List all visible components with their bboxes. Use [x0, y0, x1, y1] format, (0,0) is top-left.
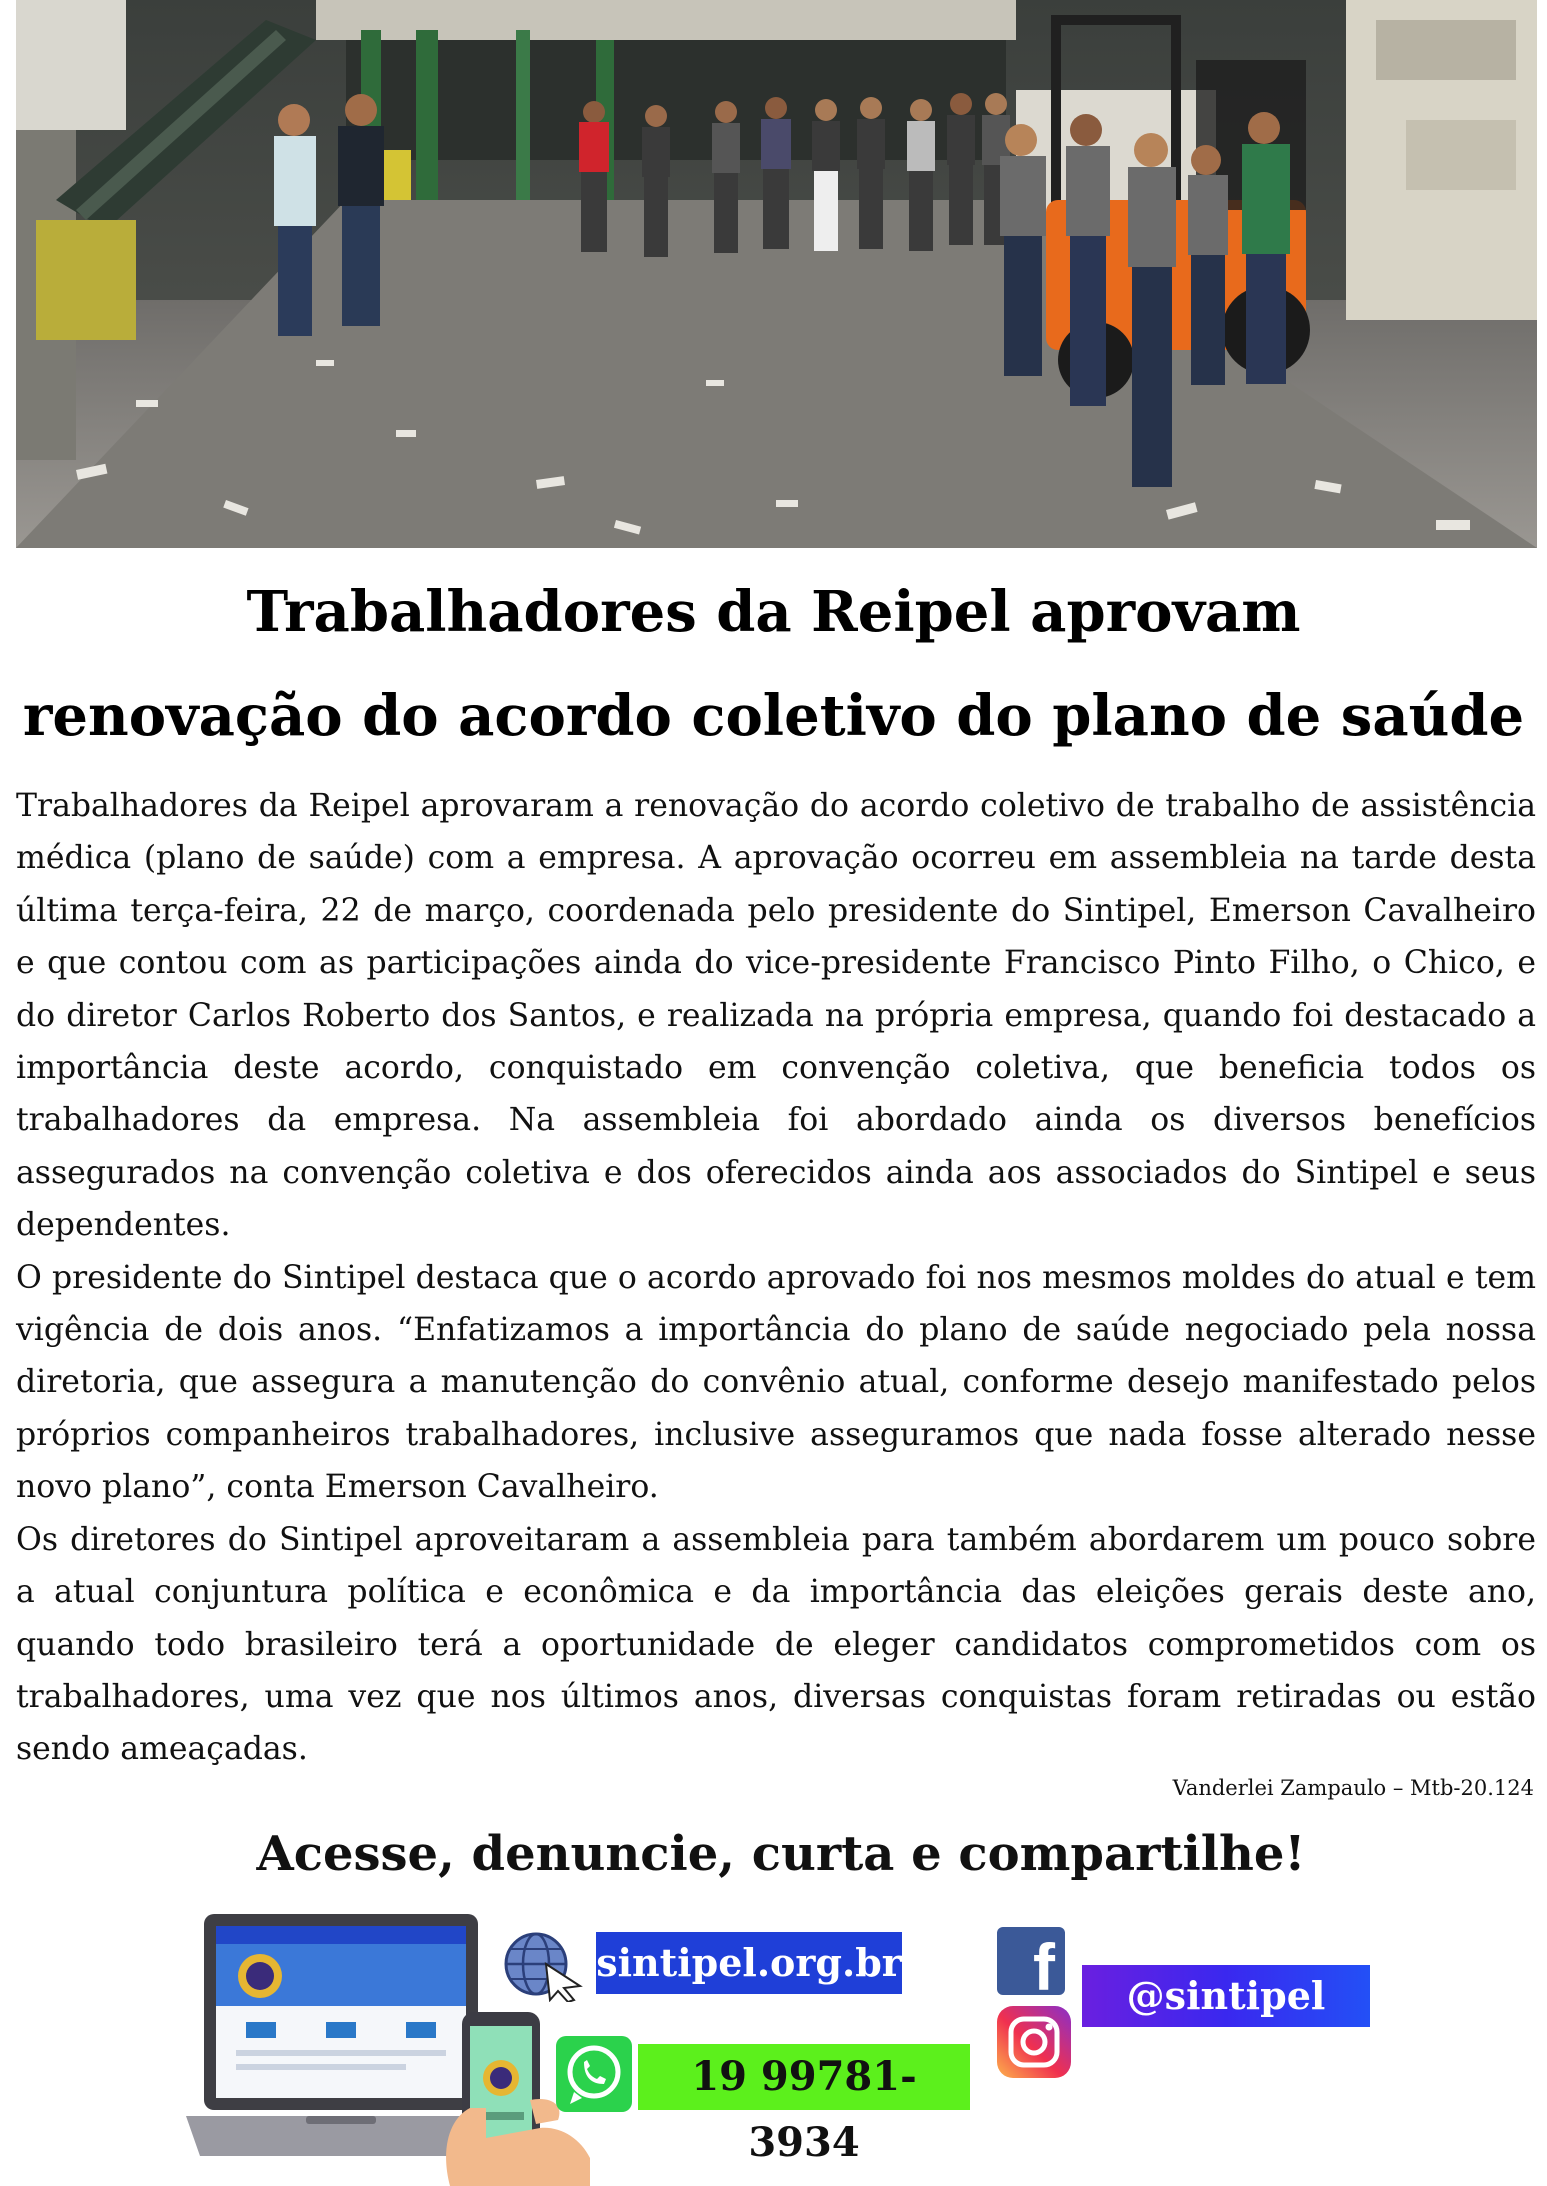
facebook-icon[interactable]: f	[997, 1927, 1065, 1995]
social-handle[interactable]: @sintipel	[1082, 1965, 1370, 2027]
article-byline: Vanderlei Zampaulo – Mtb-20.124	[1172, 1776, 1534, 1800]
article-title-line-1: Trabalhadores da Reipel aprovam	[246, 579, 1301, 645]
call-to-action: Acesse, denuncie, curta e compartilhe!	[256, 1826, 1306, 1882]
article-title	[0, 560, 1547, 768]
assembly-photo	[16, 0, 1537, 548]
article-title-line-2: renovação do acordo coletivo do plano de saúde	[22, 683, 1525, 749]
globe-cursor-icon	[502, 1930, 584, 2002]
whatsapp-number[interactable]: 19 99781-3934	[638, 2044, 970, 2110]
whatsapp-icon	[556, 2034, 632, 2114]
article-body	[16, 780, 1536, 1776]
article-paragraph-3: Os diretores do Sintipel aproveitaram a assembleia para também abordarem um pouco sobre a atual conjuntura política e econômica e da importância das eleições gerais deste ano, quando todo brasileiro terá a oportunidade de eleger candidatos comprometidos com os trabalhadores, uma vez que nos últimos anos, diversas conquistas foram retiradas ou estão sendo ameaçadas.	[16, 1521, 1536, 1768]
instagram-icon[interactable]	[997, 2006, 1071, 2078]
assembly-photo-illustration	[16, 0, 1537, 548]
website-link[interactable]: sintipel.org.br	[596, 1932, 902, 1994]
article-paragraph-2: O presidente do Sintipel destaca que o acordo aprovado foi nos mesmos moldes do atual e tem vigência de dois anos. “Enfatizamos a importância do plano de saúde negociado pela nossa diretoria, que assegura a manutenção do convênio atual, conforme desejo manifestado pelos próprios companheiros trabalhadores, inclusive asseguramos que nada fosse alterado nesse novo plano”, conta Emerson Cavalheiro.	[16, 1259, 1536, 1506]
article-paragraph-1: Trabalhadores da Reipel aprovaram a renovação do acordo coletivo de trabalho de assistência médica (plano de saúde) com a empresa. A aprovação ocorreu em assembleia na tarde desta última terça-feira, 22 de março, coordenada pelo presidente do Sintipel, Emerson Cavalheiro e que contou com as participações ainda do vice-presidente Francisco Pinto Filho, o Chico, e do diretor Carlos Roberto dos Santos, e realizada na própria empresa, quando foi destacado a importância deste acordo, conquistado em convenção coletiva, que beneficia todos os trabalhadores da empresa. Na assembleia foi abordado ainda os diversos benefícios assegurados na convenção coletiva e dos oferecidos ainda aos associados do Sintipel e seus dependentes.	[16, 788, 1536, 1244]
